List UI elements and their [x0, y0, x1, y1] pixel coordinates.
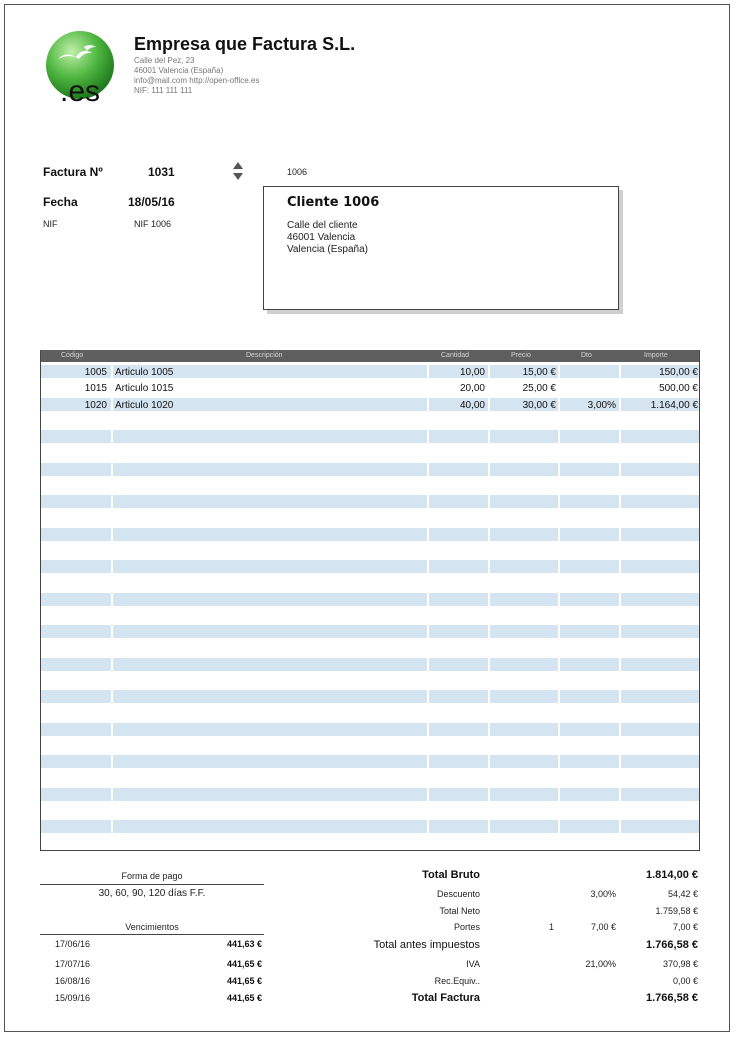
vat-amount: 370,98 € — [662, 959, 698, 969]
pretax-total-label: Total antes impuestos — [373, 939, 480, 951]
client-region: Valencia (España) — [287, 244, 368, 255]
surcharge-amount: 0,00 € — [672, 976, 698, 986]
item-price: 25,00 € — [522, 383, 556, 394]
company-contact: info@mail.com http://open-office.es — [134, 76, 260, 85]
row-stripe — [41, 723, 699, 736]
row-stripe — [41, 593, 699, 606]
due-date: 16/08/16 — [55, 976, 91, 986]
surcharge-label: Rec.Equiv.. — [434, 976, 480, 986]
date-label: Fecha — [43, 195, 78, 209]
payment-rule — [40, 884, 264, 885]
column-divider — [111, 362, 113, 850]
column-divider — [558, 362, 560, 850]
shipping-label: Portes — [453, 922, 480, 932]
row-stripe — [41, 560, 699, 573]
item-amount: 500,00 € — [659, 383, 698, 394]
column-divider — [488, 362, 490, 850]
company-nif: NIF: 111 111 111 — [134, 86, 193, 95]
item-discount — [560, 365, 616, 381]
client-code: 1006 — [287, 167, 308, 177]
invoice-total-label: Total Factura — [411, 992, 480, 1004]
discount-amount: 54,42 € — [667, 889, 698, 899]
due-amount: 441,65 € — [226, 993, 262, 1003]
client-nif: NIF 1006 — [134, 219, 172, 229]
total-bruto: 1.814,00 € — [646, 869, 698, 881]
due-amount: 441,63 € — [226, 939, 262, 949]
total-neto: 1.759,58 € — [655, 906, 698, 916]
invoice-total: 1.766,58 € — [646, 992, 698, 1004]
spin-up-icon[interactable] — [233, 162, 243, 169]
row-stripe — [41, 430, 699, 443]
due-rule — [40, 934, 264, 935]
item-description: Articulo 1005 — [115, 367, 174, 378]
client-city: 46001 Valencia — [287, 232, 356, 243]
column-divider — [427, 362, 429, 850]
row-stripe — [41, 495, 699, 508]
item-code: 1020 — [84, 400, 107, 411]
row-stripe — [41, 690, 699, 703]
total-neto-label: Total Neto — [439, 906, 480, 916]
company-city: 46001 Valencia (España) — [134, 66, 224, 75]
invoice-number-spinner[interactable] — [232, 160, 244, 182]
header-amount: Importe — [644, 352, 668, 359]
item-discount: 3,00% — [587, 400, 616, 411]
item-price: 15,00 € — [522, 367, 556, 378]
items-table — [40, 350, 700, 851]
total-bruto-label: Total Bruto — [422, 869, 480, 881]
shipping-quantity: 1 — [548, 922, 554, 932]
due-date: 15/09/16 — [55, 993, 91, 1003]
row-stripe — [41, 463, 699, 476]
item-quantity: 10,00 — [459, 367, 485, 378]
payment-terms: 30, 60, 90, 120 días F.F. — [98, 888, 206, 899]
invoice-number: 1031 — [148, 165, 175, 179]
discount-percent: 3,00% — [590, 889, 616, 899]
company-name: Empresa que Factura S.L. — [134, 34, 356, 54]
spin-down-icon[interactable] — [233, 173, 243, 180]
header-code: Código — [61, 352, 84, 359]
vat-percent: 21,00% — [585, 959, 616, 969]
vat-label: IVA — [466, 959, 480, 969]
due-label: Vencimientos — [125, 922, 179, 932]
header-price: Precio — [511, 352, 531, 359]
item-quantity: 40,00 — [459, 400, 485, 411]
row-stripe — [41, 820, 699, 833]
client-address: Calle del cliente — [287, 220, 358, 231]
item-amount: 1.164,00 € — [650, 400, 698, 411]
nif-label: NIF — [43, 219, 58, 229]
due-date: 17/07/16 — [55, 959, 91, 969]
item-code: 1005 — [84, 367, 107, 378]
logo-text: .es — [60, 75, 101, 103]
client-box — [263, 186, 619, 310]
header-quantity: Cantidad — [441, 352, 470, 359]
due-date: 17/06/16 — [55, 939, 91, 949]
item-discount — [560, 381, 616, 397]
shipping-amount: 7,00 € — [672, 922, 698, 932]
due-amount: 441,65 € — [226, 976, 262, 986]
invoice-date: 18/05/16 — [128, 195, 175, 209]
company-address: Calle del Pez, 23 — [134, 56, 195, 65]
item-description: Articulo 1015 — [115, 383, 174, 394]
discount-label: Descuento — [436, 889, 480, 899]
due-amount: 441,65 € — [226, 959, 262, 969]
payment-label: Forma de pago — [121, 871, 183, 881]
shipping-price: 7,00 € — [590, 922, 616, 932]
invoice-number-label: Factura Nº — [43, 165, 103, 179]
row-stripe — [41, 755, 699, 768]
client-name: Cliente 1006 — [287, 195, 380, 210]
item-price: 30,00 € — [522, 400, 556, 411]
header-discount: Dto — [581, 352, 592, 359]
item-code: 1015 — [84, 383, 107, 394]
items-header — [41, 350, 699, 362]
row-stripe — [41, 625, 699, 638]
row-stripe — [41, 528, 699, 541]
column-divider — [619, 362, 621, 850]
item-description: Articulo 1020 — [115, 400, 174, 411]
company-logo — [44, 31, 120, 103]
item-amount: 150,00 € — [659, 367, 698, 378]
row-stripe — [41, 658, 699, 671]
pretax-total: 1.766,58 € — [646, 939, 698, 951]
row-stripe — [41, 788, 699, 801]
item-quantity: 20,00 — [459, 383, 485, 394]
header-description: Descripción — [246, 352, 283, 359]
